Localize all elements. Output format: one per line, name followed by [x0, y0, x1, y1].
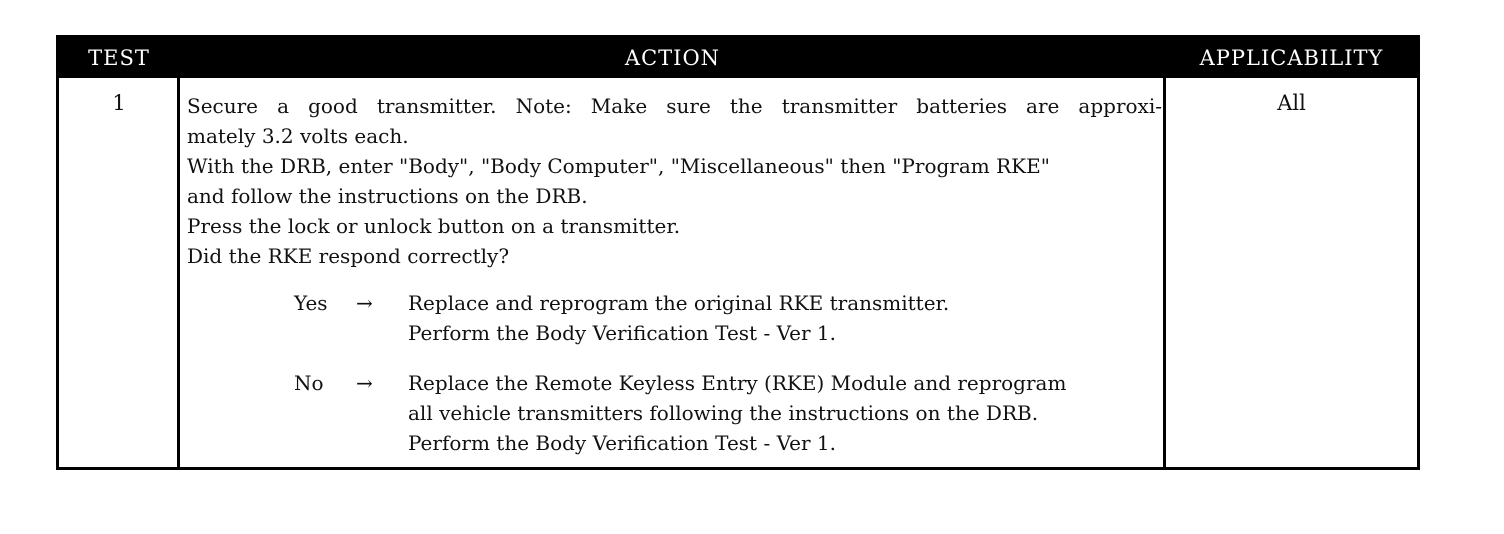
applicability-value: All — [1277, 91, 1306, 115]
yes-label: Yes — [294, 291, 328, 315]
right-arrow-icon: → — [356, 371, 373, 395]
action-line: mately 3.2 volts each. — [187, 124, 409, 148]
test-number: 1 — [112, 91, 126, 115]
header-applicability: APPLICABILITY — [1199, 46, 1384, 70]
diagnostic-test-table — [56, 35, 1420, 470]
action-line: Secure a good transmitter. Note: Make sure the transmitter batteries are approxi- — [187, 94, 1162, 118]
header-test: TEST — [88, 46, 150, 70]
header-action: ACTION — [624, 46, 721, 70]
yes-result — [408, 288, 1162, 348]
result-line: Replace the Remote Keyless Entry (RKE) Module and reprogram — [408, 371, 1067, 395]
no-result — [408, 368, 1162, 458]
action-line: With the DRB, enter "Body", "Body Computer", "Miscellaneous" then "Program RKE" — [187, 154, 1050, 178]
no-label: No — [294, 371, 324, 395]
action-question: Did the RKE respond correctly? — [187, 244, 510, 268]
result-line: Perform the Body Verification Test - Ver 1. — [408, 321, 837, 345]
column-divider-test-action — [177, 78, 180, 467]
result-line: Perform the Body Verification Test - Ver 1. — [408, 431, 837, 455]
action-instructions — [187, 91, 1162, 271]
result-line: Replace and reprogram the original RKE transmitter. — [408, 291, 950, 315]
action-line: Press the lock or unlock button on a transmitter. — [187, 214, 681, 238]
action-line: and follow the instructions on the DRB. — [187, 184, 588, 208]
right-arrow-icon: → — [356, 291, 373, 315]
table-header-row — [59, 38, 1417, 78]
column-divider-action-applicability — [1163, 78, 1166, 467]
result-line: all vehicle transmitters following the instructions on the DRB. — [408, 401, 1039, 425]
